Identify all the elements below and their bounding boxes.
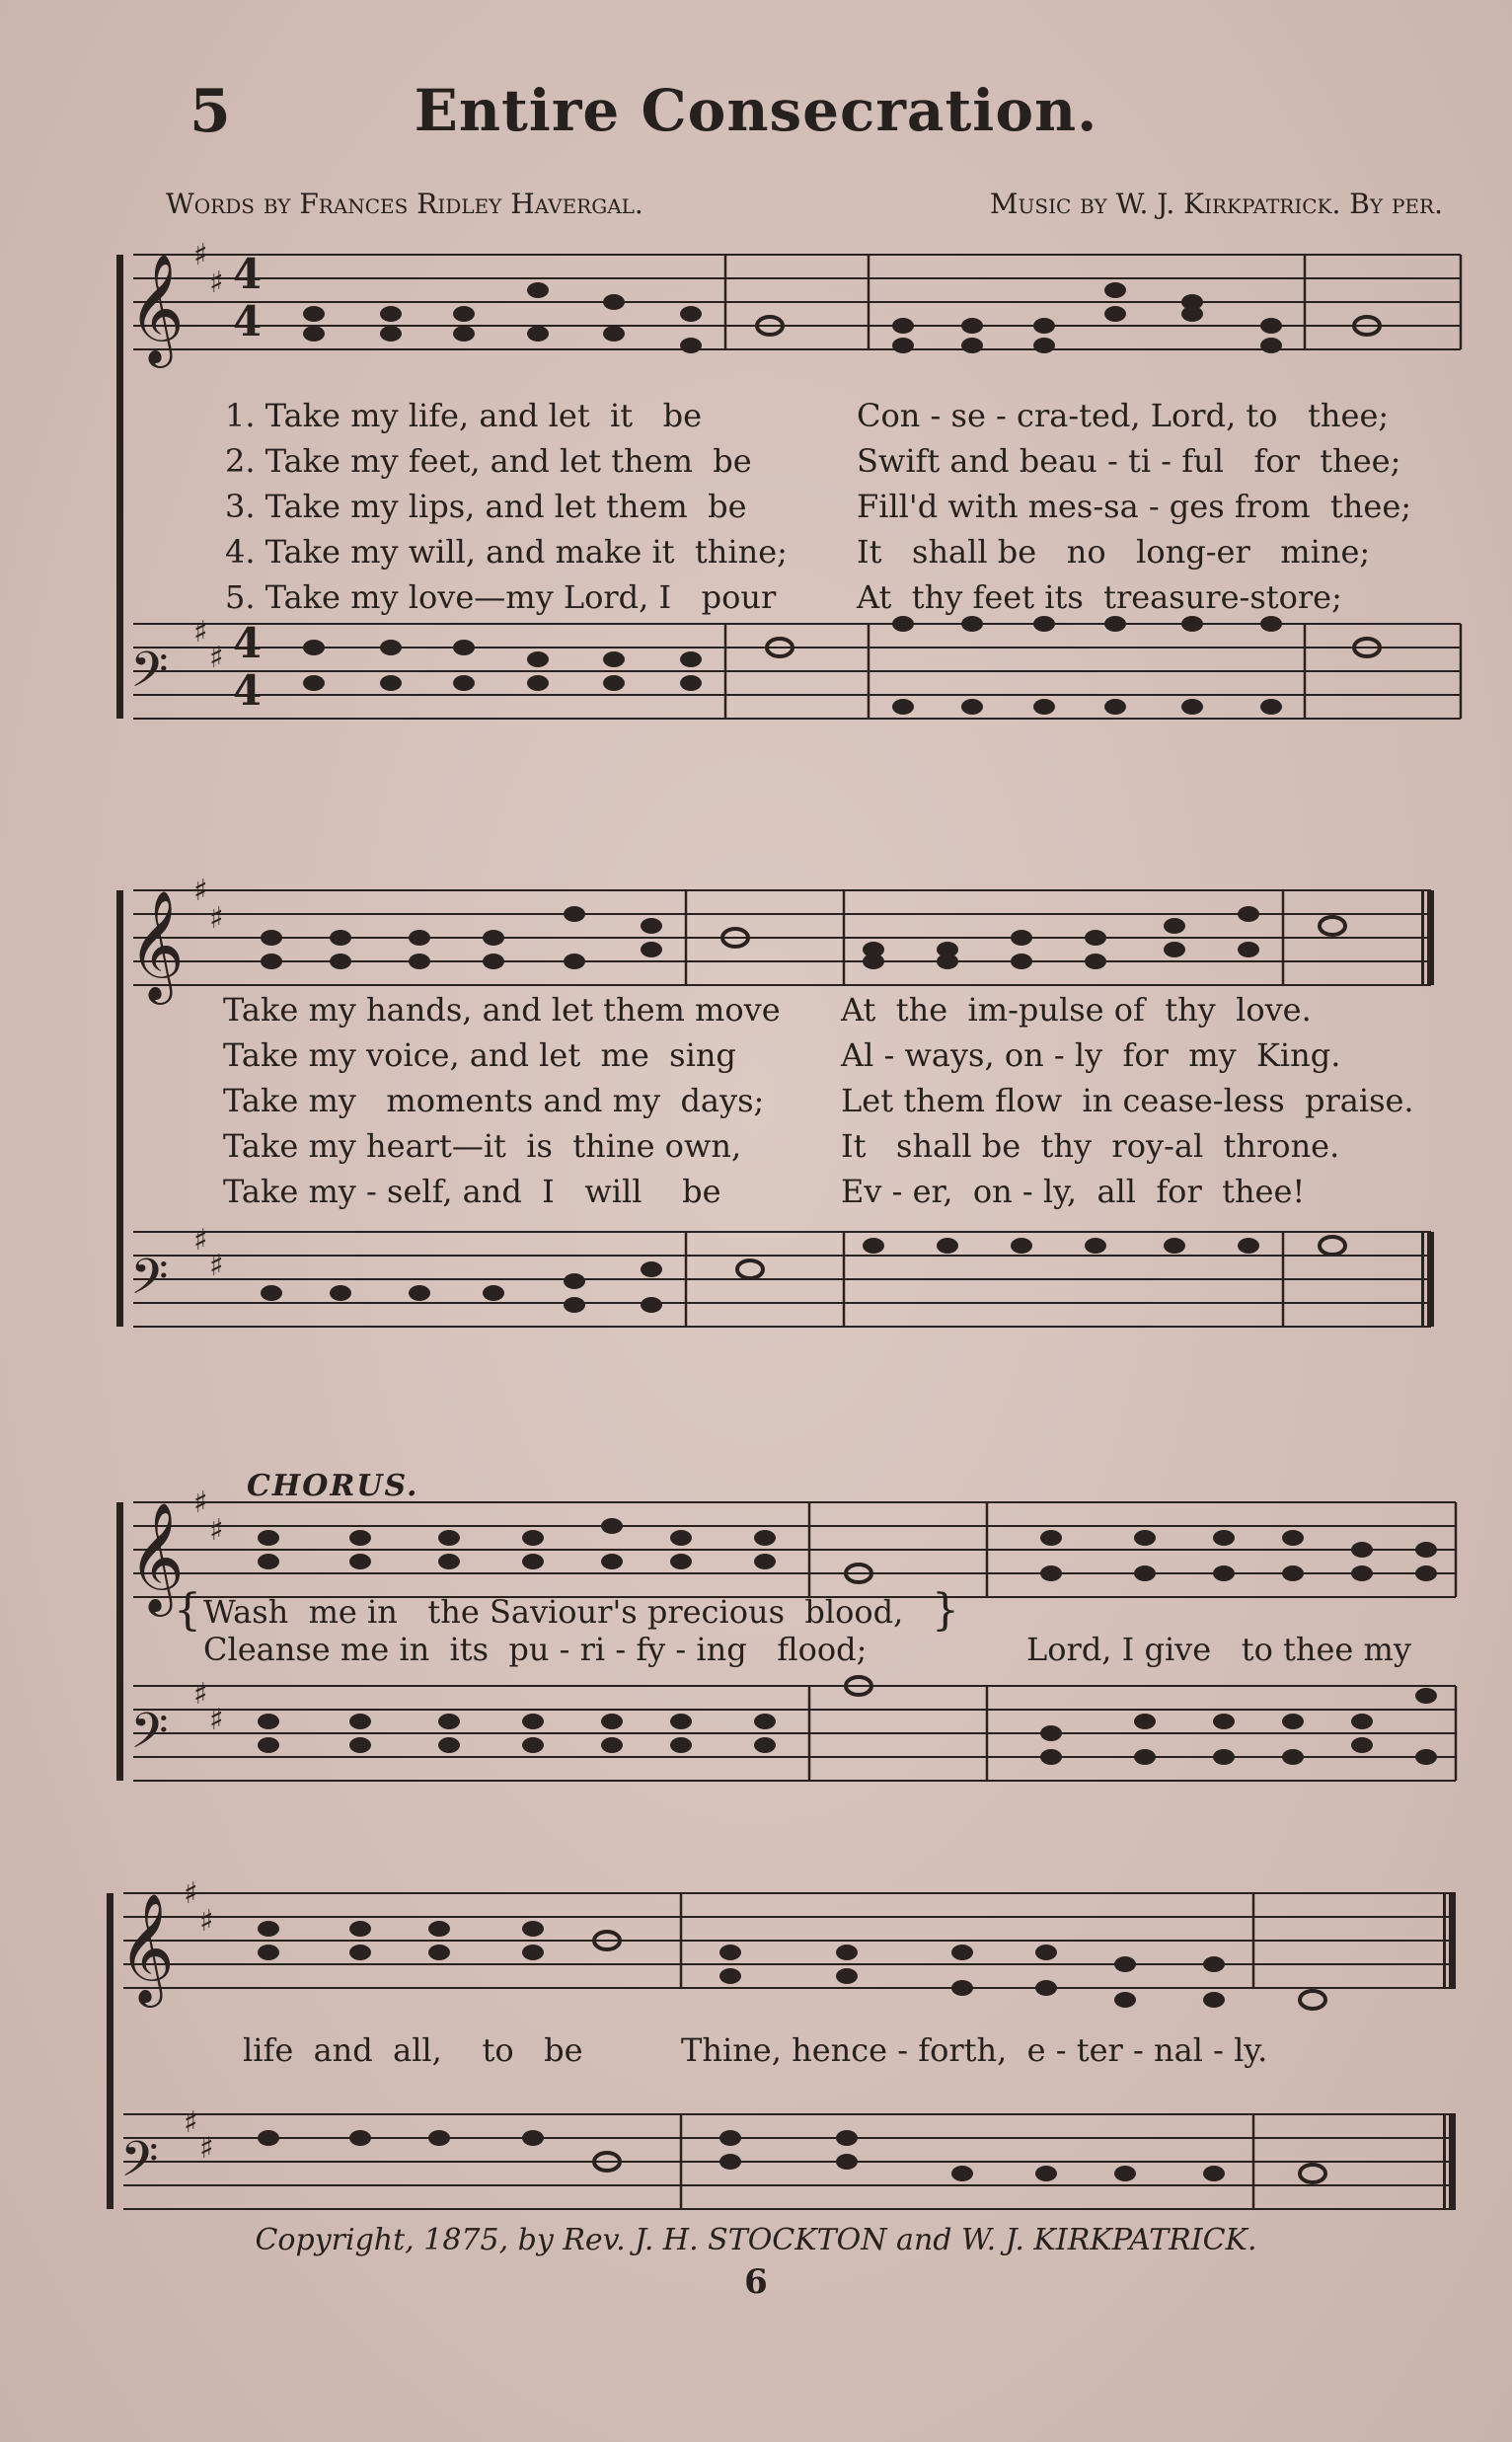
system-1-treble-staff	[133, 255, 1461, 349]
verse-2-line-c: Take my voice, and let me sing	[223, 1036, 736, 1074]
chorus-line-1: Wash me in the Saviour's precious blood,	[203, 1593, 904, 1631]
system-2-treble-staff	[133, 890, 1431, 985]
chorus-brace-right: }	[932, 1585, 959, 1636]
svg-text:4: 4	[233, 619, 263, 667]
bass-clef-icon: 𝄢	[130, 1703, 169, 1772]
verse-4-line-b: It shall be no long-er mine;	[857, 533, 1371, 571]
treble-clef-icon: 𝄞	[128, 889, 185, 1000]
svg-text:♯: ♯	[209, 1513, 224, 1548]
system-4-treble-staff	[123, 1893, 1456, 1988]
svg-text:♯: ♯	[193, 1486, 208, 1520]
verse-1-line-a: 1. Take my life, and let it be	[225, 397, 703, 434]
svg-text:♯: ♯	[209, 266, 224, 300]
svg-text:♯: ♯	[209, 1703, 224, 1737]
svg-text:♯: ♯	[193, 1223, 208, 1258]
chorus-line-4b: Thine, hence - forth, e - ter - nal - ly.	[681, 2031, 1268, 2069]
hymn-title: Entire Consecration.	[414, 77, 1098, 144]
page-number: 6	[744, 2262, 768, 2302]
svg-text:♯: ♯	[193, 238, 208, 272]
verse-3-line-a: 3. Take my lips, and let them be	[225, 488, 747, 525]
svg-text:♯: ♯	[199, 2131, 214, 2166]
svg-text:♯: ♯	[193, 615, 208, 649]
svg-text:4: 4	[233, 250, 263, 298]
chorus-line-3: Lord, I give to thee my	[1026, 1631, 1411, 1668]
key-signature-sharps	[184, 238, 224, 2166]
system-4-bass-staff	[123, 2114, 1456, 2209]
time-signature	[233, 250, 262, 715]
svg-text:4: 4	[233, 666, 263, 715]
svg-text:♯: ♯	[199, 1904, 214, 1939]
verse-4-line-a: 4. Take my will, and make it thine;	[225, 533, 788, 571]
system-3-bass-staff	[133, 1686, 1456, 1781]
hymn-number: 5	[189, 77, 231, 146]
verse-5-line-c: Take my - self, and I will be	[223, 1173, 721, 1210]
verse-5-line-a: 5. Take my love—my Lord, I pour	[225, 578, 777, 616]
svg-text:♯: ♯	[193, 1677, 208, 1712]
svg-text:♯: ♯	[209, 641, 224, 675]
verse-3-line-c: Take my moments and my days;	[223, 1082, 765, 1119]
words-credit: Words by Frances Ridley Havergal.	[166, 188, 643, 220]
system-2-bass-staff	[133, 1232, 1431, 1327]
verse-4-line-c: Take my heart—it is thine own,	[223, 1127, 742, 1165]
verse-2-line-d: Al - ways, on - ly for my King.	[841, 1036, 1341, 1074]
verse-5-line-d: Ev - er, on - ly, all for thee!	[841, 1173, 1306, 1210]
verse-5-line-b: At thy feet its treasure-store;	[857, 578, 1342, 616]
bass-clef-icon: 𝄢	[130, 642, 169, 711]
svg-text:♯: ♯	[193, 874, 208, 908]
svg-text:♯: ♯	[184, 1876, 198, 1911]
verse-1-line-c: Take my hands, and let them move	[223, 991, 781, 1029]
system-3-treble-staff	[133, 1502, 1456, 1597]
svg-text:♯: ♯	[209, 901, 224, 936]
verse-3-line-b: Fill'd with mes-sa - ges from thee;	[857, 488, 1412, 525]
chorus-line-4a: life and all, to be	[243, 2031, 583, 2069]
svg-text:4: 4	[233, 297, 263, 345]
verse-4-line-d: It shall be thy roy-al throne.	[841, 1127, 1340, 1165]
chorus-line-2: Cleanse me in its pu - ri - fy - ing flood;	[203, 1631, 868, 1668]
chorus-label: CHORUS.	[247, 1469, 419, 1503]
treble-clef-icon: 𝄞	[118, 1892, 175, 2003]
verse-2-line-b: Swift and beau - ti - ful for thee;	[857, 442, 1401, 480]
bass-clef-icon: 𝄢	[130, 1249, 169, 1318]
bass-clef-icon: 𝄢	[120, 2131, 159, 2200]
verse-2-line-a: 2. Take my feet, and let them be	[225, 442, 752, 480]
treble-clef-icon: 𝄞	[128, 1501, 185, 1612]
svg-text:♯: ♯	[209, 1249, 224, 1283]
chorus-brace-left: {	[174, 1585, 201, 1636]
music-credit: Music by W. J. Kirkpatrick. By per.	[989, 188, 1443, 220]
copyright-notice: Copyright, 1875, by Rev. J. H. STOCKTON and W. J. KIRKPATRICK.	[255, 2223, 1257, 2257]
svg-text:♯: ♯	[184, 2105, 198, 2140]
verse-3-line-d: Let them flow in cease-less praise.	[841, 1082, 1414, 1119]
treble-clef-icon: 𝄞	[128, 253, 185, 363]
verse-1-line-d: At the im-pulse of thy love.	[841, 991, 1312, 1029]
verse-1-line-b: Con - se - cra-ted, Lord, to thee;	[857, 397, 1390, 434]
